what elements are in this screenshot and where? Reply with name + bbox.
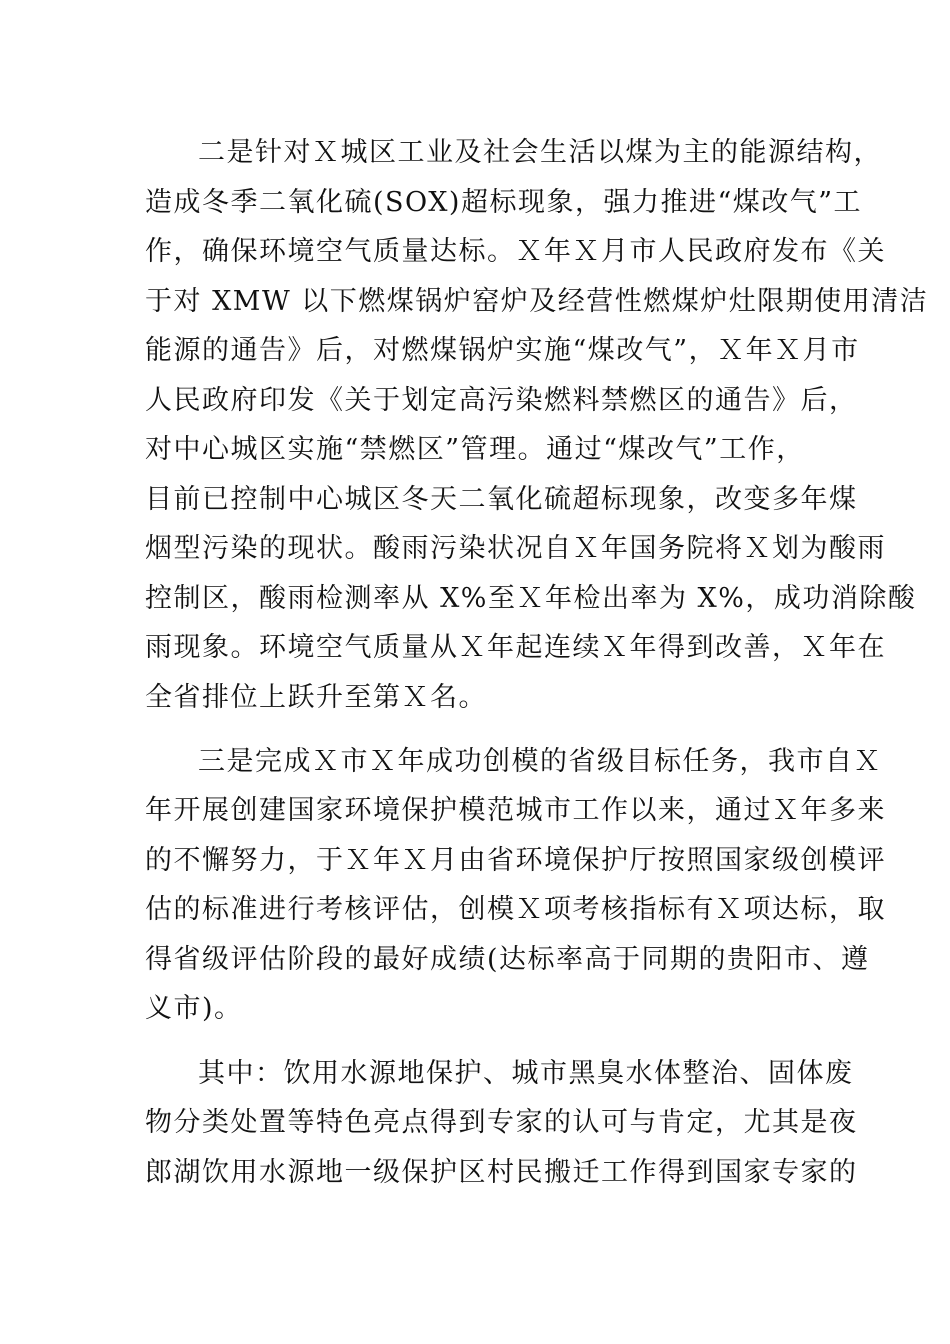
paragraph-3-line-1: 其中：饮用水源地保护、城市黑臭水体整治、固体废 xyxy=(198,1058,854,1089)
paragraph-2-line-2: 年开展创建国家环境保护模范城市工作以来，通过Ｘ年多来 xyxy=(145,795,886,826)
paragraph-1-line-5: 能源的通告》后，对燃煤锅炉实施“煤改气”，Ｘ年Ｘ月市 xyxy=(145,335,860,366)
paragraph-1-line-3: 作，确保环境空气质量达标。Ｘ年Ｘ月市人民政府发布《关 xyxy=(145,236,886,267)
paragraph-1-line-12: 全省排位上跃升至第Ｘ名。 xyxy=(145,682,487,713)
paragraph-2-line-1: 三是完成Ｘ市Ｘ年成功创模的省级目标任务，我市自Ｘ xyxy=(198,746,882,777)
paragraph-3-line-2: 物分类处置等特色亮点得到专家的认可与肯定，尤其是夜 xyxy=(145,1107,858,1138)
paragraph-1-line-7: 对中心城区实施“禁燃区”管理。通过“煤改气”工作， xyxy=(145,434,805,465)
paragraph-1-line-4: 于对 XMW 以下燃煤锅炉窑炉及经营性燃煤炉灶限期使用清洁 xyxy=(145,286,929,317)
paragraph-1-line-6: 人民政府印发《关于划定高污染燃料禁燃区的通告》后， xyxy=(145,385,858,416)
paragraph-1-line-10: 控制区，酸雨检测率从 X%至Ｘ年检出率为 X%，成功消除酸 xyxy=(145,583,917,614)
paragraph-1-line-2: 造成冬季二氧化硫(SOX)超标现象，强力推进“煤改气”工 xyxy=(145,187,863,218)
paragraph-2-line-3: 的不懈努力，于Ｘ年Ｘ月由省环境保护厅按照国家级创模评 xyxy=(145,845,886,876)
paragraph-1-line-1: 二是针对Ｘ城区工业及社会生活以煤为主的能源结构， xyxy=(198,137,882,168)
paragraph-1-line-11: 雨现象。环境空气质量从Ｘ年起连续Ｘ年得到改善，Ｘ年在 xyxy=(145,632,886,663)
paragraph-2-line-6: 义市)。 xyxy=(145,993,243,1024)
paragraph-2-line-5: 得省级评估阶段的最好成绩(达标率高于同期的贵阳市、遵 xyxy=(145,944,870,975)
paragraph-1-line-8: 目前已控制中心城区冬天二氧化硫超标现象，改变多年煤 xyxy=(145,484,858,515)
paragraph-1-line-9: 烟型污染的现状。酸雨污染状况自Ｘ年国务院将Ｘ划为酸雨 xyxy=(145,533,886,564)
paragraph-3-line-3: 郎湖饮用水源地一级保护区村民搬迁工作得到国家专家的 xyxy=(145,1157,858,1188)
paragraph-2-line-4: 估的标准进行考核评估，创模Ｘ项考核指标有Ｘ项达标，取 xyxy=(145,894,886,925)
